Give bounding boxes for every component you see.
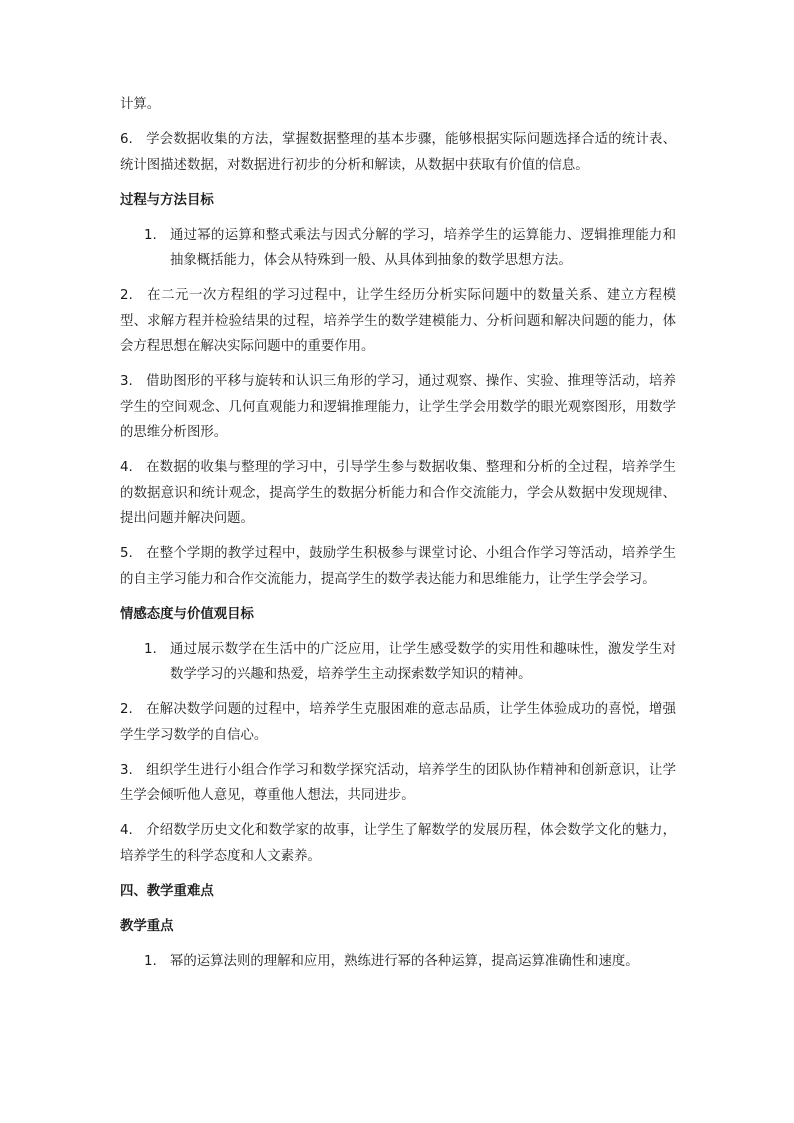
paragraph [120,455,676,532]
paragraph-text: 在数据的收集与整理的学习中，引导学生参与数据收集、整理和分析的全过程，培养学生的数据意识和统计观念，提高学生的数据分析能力和合作交流能力，学会从数据中发现规律、提出问题并解决问题。 [120,460,676,526]
paragraph [120,541,676,592]
section-heading: 过程与方法目标 [120,192,214,208]
list-number: 1. [144,227,157,243]
paragraph [120,369,676,446]
list-item [120,637,676,688]
paragraph-number: 4. [120,460,133,475]
paragraph [120,127,676,178]
list-text: 通过展示数学在生活中的广泛应用，让学生感受数学的实用性和趣味性，激发学生对数学学习的兴趣和热爱，培养学生主动探索数学知识的精神。 [170,641,676,682]
paragraph-text: 借助图形的平移与旋转和认识三角形的学习，通过观察、操作、实验、推理等活动，培养学生的空间观念、几何直观能力和逻辑推理能力，让学生学会用数学的眼光观察图形，用数学的思维分析图形。 [120,374,676,440]
list-item [120,949,676,975]
paragraph-number: 2. [120,288,133,303]
paragraph [120,818,676,869]
paragraph-number: 5. [120,546,133,561]
paragraph-number: 3. [120,374,133,389]
paragraph-number: 6. [120,132,133,147]
section-heading: 情感态度与价值观目标 [120,606,254,622]
paragraph-text: 介绍数学历史文化和数学家的故事，让学生了解数学的发展历程，体会数学文化的魅力，培养学生的科学态度和人文素养。 [120,823,676,864]
paragraph-text: 在整个学期的教学过程中，鼓励学生积极参与课堂讨论、小组合作学习等活动，培养学生的自主学习能力和合作交流能力，提高学生的数学表达能力和思维能力，让学生学会学习。 [120,546,676,587]
paragraph-number: 2. [120,702,133,717]
paragraph [120,697,676,748]
list-item [120,223,676,274]
paragraph-text: 在解决数学问题的过程中，培养学生克服困难的意志品质，让学生体验成功的喜悦，增强学生学习数学的自信心。 [120,702,676,743]
paragraph [120,92,676,118]
list-text: 通过幂的运算和整式乘法与因式分解的学习，培养学生的运算能力、逻辑推理能力和抽象概括能力，体会从特殊到一般、从具体到抽象的数学思想方法。 [170,227,676,268]
paragraph-text: 在二元一次方程组的学习过程中，让学生经历分析实际问题中的数量关系、建立方程模型、求解方程并检验结果的过程，培养学生的数学建模能力、分析问题和解决问题的能力，体会方程思想在解决实际问题中的重要作用。 [120,288,676,354]
paragraph-text: 组织学生进行小组合作学习和数学探究活动，培养学生的团队协作精神和创新意识，让学生学会倾听他人意见，尊重他人想法，共同进步。 [120,762,676,803]
paragraph-text: 学会数据收集的方法，掌握数据整理的基本步骤，能够根据实际问题选择合适的统计表、统计图描述数据，对数据进行初步的分析和解读，从数据中获取有价值的信息。 [120,132,676,173]
document-page [120,92,676,984]
list-number: 1. [144,641,157,657]
list-text: 幂的运算法则的理解和应用，熟练进行幂的各种运算，提高运算准确性和速度。 [170,953,639,969]
paragraph-number: 3. [120,762,133,778]
list-number: 1. [144,953,157,969]
paragraph-number: 4. [120,823,133,838]
paragraph [120,283,676,360]
paragraph [120,758,676,809]
section-heading: 四、教学重难点 [120,883,214,899]
section-heading: 教学重点 [120,918,174,934]
paragraph-text: 计算。 [120,97,161,112]
